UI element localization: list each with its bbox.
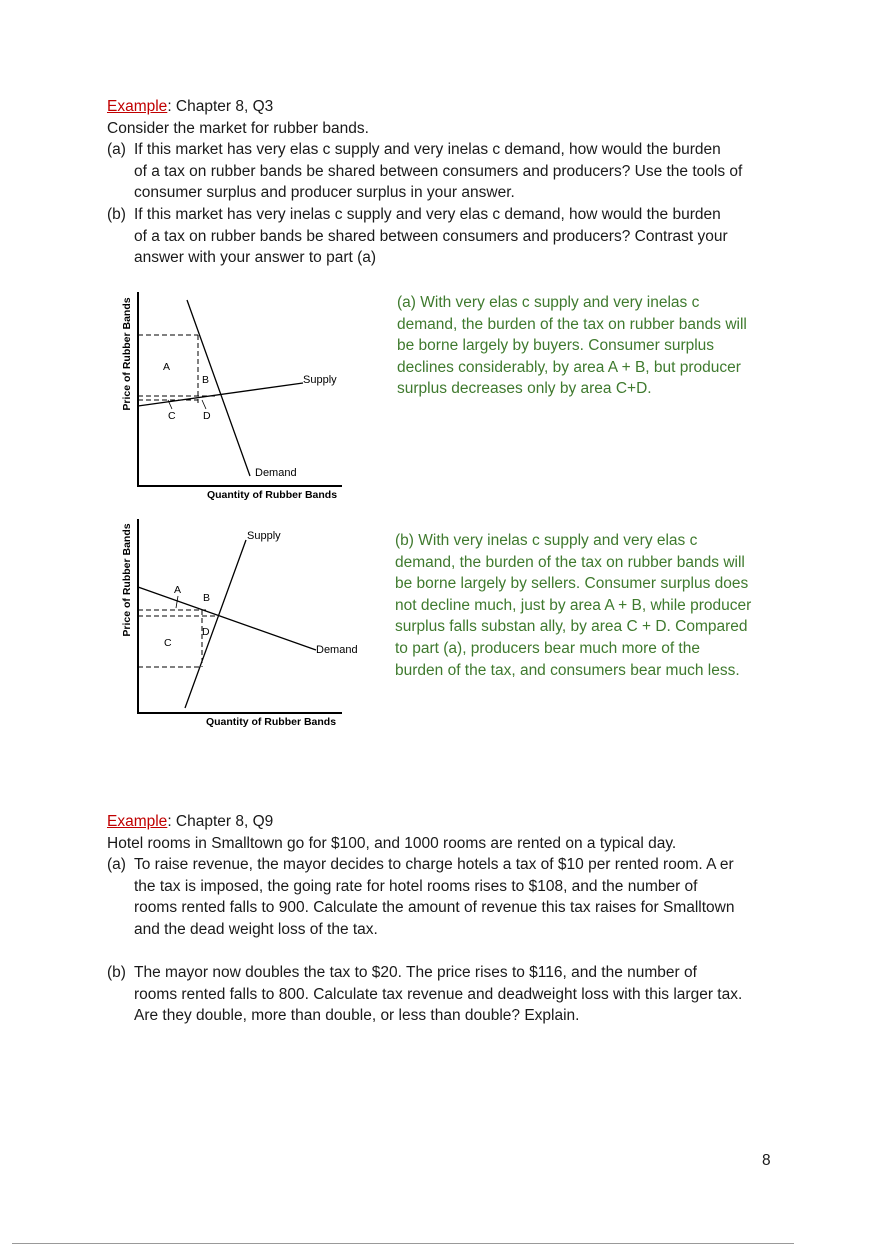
part-b-line: rooms rented falls to 800. Calculate tax revenue and deadweight loss with this larger tax. (134, 985, 743, 1003)
answer-a-line: declines considerably, by area A + B, but producer (397, 358, 741, 376)
answer-b-line: (b) With very inelas c supply and very elas c (395, 532, 698, 549)
page-number: 8 (762, 1152, 771, 1169)
part-b-line: of a tax on rubber bands be shared between consumers and producers? Contrast your (134, 227, 728, 245)
answer-b-line: be borne largely by sellers. Consumer surplus does (395, 575, 749, 593)
part-a-line: To raise revenue, the mayor decides to charge hotels a tax of $10 per rented room. A er (134, 856, 734, 874)
blank-line (107, 941, 777, 963)
part-b-line: answer with your answer to part (a) (134, 249, 377, 267)
part-a-line: rooms rented falls to 900. Calculate the amount of revenue this tax raises for Smalltown (134, 899, 735, 917)
example1-header (107, 96, 777, 118)
example1-label: Example (107, 98, 168, 115)
area-label-a: A (174, 584, 182, 596)
area-label-c: C (164, 637, 172, 649)
demand-label: Demand (255, 467, 297, 479)
y-axis-label: Price of Rubber Bands (121, 297, 133, 411)
x-axis-label: Quantity of Rubber Bands (206, 489, 338, 501)
answer-b-line: not decline much, just by area A + B, while producer (395, 596, 752, 614)
answer-a-line: demand, the burden of the tax on rubber bands will (397, 315, 747, 333)
part-a-label: (a) (107, 141, 126, 159)
page-bottom-rule (12, 1243, 794, 1244)
y-axis-label: Price of Rubber Bands (121, 523, 133, 637)
leader-line-d (202, 400, 206, 409)
leader-line-a (176, 596, 178, 608)
part-b-label: (b) (107, 205, 126, 223)
example2-intro: Hotel rooms in Smalltown go for $100, and 1000 rooms are rented on a typical day. (107, 834, 677, 852)
figure-elastic-supply (110, 285, 370, 505)
answer-b-line: to part (a), producers bear much more of the (395, 639, 700, 657)
part-a-line: If this market has very elas c supply and very inelas c demand, how would the burden (134, 141, 721, 159)
answer-a-line: be borne largely by buyers. Consumer surplus (397, 337, 715, 355)
part-a-line: of a tax on rubber bands be shared between consumers and producers? Use the tools of (134, 162, 743, 180)
part-a-line: consumer surplus and producer surplus in your answer. (134, 184, 515, 202)
example1-header-text: : Chapter 8, Q3 (167, 98, 274, 115)
part-a-line: the tax is imposed, the going rate for hotel rooms rises to $108, and the number of (134, 877, 698, 895)
example1-intro: Consider the market for rubber bands. (107, 119, 369, 137)
example2-question (107, 811, 777, 1027)
example1-part-a (107, 139, 777, 204)
part-b-line: Are they double, more than double, or less than double? Explain. (134, 1007, 580, 1025)
area-label-b: B (202, 374, 210, 386)
demand-curve (187, 300, 250, 476)
supply-curve (185, 540, 246, 708)
part-b-line: The mayor now doubles the tax to $20. The price rises to $116, and the number of (134, 964, 697, 982)
example2-part-a (107, 854, 777, 940)
answer-b (395, 530, 751, 681)
example2-label: Example (107, 813, 168, 830)
demand-label: Demand (316, 644, 358, 656)
answer-a-line: surplus decreases only by area C+D. (397, 380, 652, 398)
answer-b-line: burden of the tax, and consumers bear much less. (395, 661, 740, 679)
example1-part-b (107, 204, 777, 269)
figure-inelastic-supply (110, 513, 370, 735)
example1-question (107, 96, 777, 269)
x-axis-label: Quantity of Rubber Bands (205, 716, 337, 728)
part-b-label: (b) (107, 964, 126, 982)
answer-b-line: surplus falls substan ally, by area C + D. Compared (395, 618, 748, 636)
area-label-d: D (203, 410, 211, 422)
area-label-d: D (202, 626, 210, 638)
part-b-line: If this market has very inelas c supply and very elas c demand, how would the burden (134, 205, 721, 223)
part-a-line: and the dead weight loss of the tax. (134, 920, 378, 938)
example2-header (107, 811, 777, 833)
supply-label: Supply (247, 530, 281, 542)
example2-part-b (107, 962, 777, 1027)
answer-a-line: (a) With very elas c supply and very inelas c (397, 294, 700, 311)
example2-header-text: : Chapter 8, Q9 (167, 813, 274, 830)
area-label-c: C (168, 410, 176, 422)
area-label-a: A (163, 361, 171, 373)
supply-label: Supply (303, 374, 337, 386)
area-label-b: B (203, 592, 211, 604)
answer-b-line: demand, the burden of the tax on rubber bands will (395, 553, 745, 571)
answer-a (397, 292, 747, 400)
part-a-label: (a) (107, 856, 126, 874)
